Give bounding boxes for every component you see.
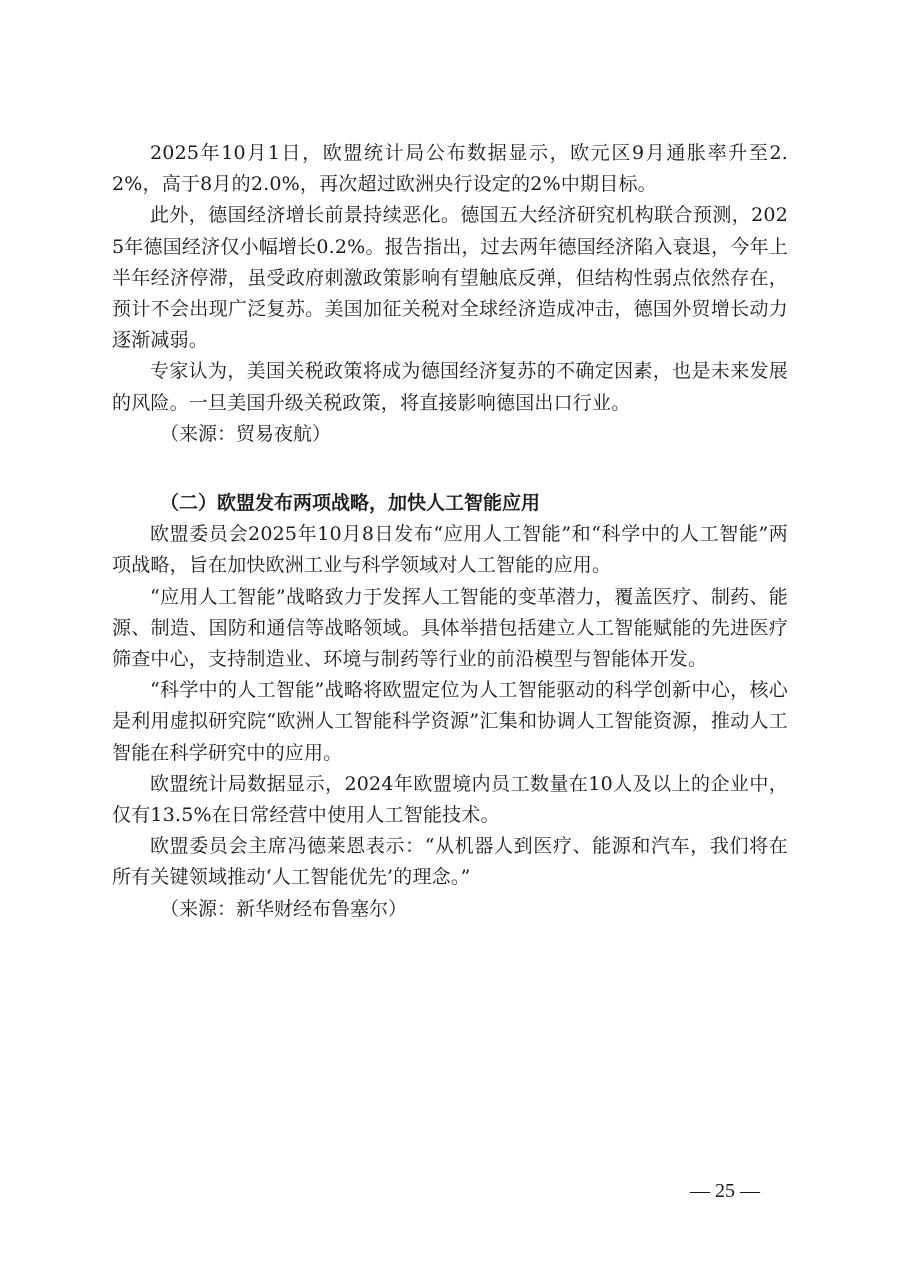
source-note-1: （来源：贸易夜航） — [160, 422, 332, 445]
page-number: — 25 — — [690, 1180, 760, 1202]
paragraph-eurozone-inflation: 2025年10月1日，欧盟统计局公布数据显示，欧元区9月通胀率升至2.2%，高于8月的2.0%，再次超过欧洲央行设定的2%中期目标。 — [112, 142, 788, 196]
section-heading-ai-strategy: （二）欧盟发布两项战略，加快人工智能应用 — [160, 492, 541, 515]
paragraph-expert-opinion: 专家认为，美国关税政策将成为德国经济复苏的不确定因素，也是未来发展的风险。一旦美国升级关税政策，将直接影响德国出口行业。 — [112, 360, 788, 414]
paragraph-ai-strategy-release: 欧盟委员会2025年10月8日发布“应用人工智能”和“科学中的人工智能”两项战略，旨在加快欧洲工业与科学领域对人工智能的应用。 — [112, 523, 788, 577]
paragraph-ai-in-science: “科学中的人工智能”战略将欧盟定位为人工智能驱动的科学创新中心，核心是利用虚拟研究院“欧洲人工智能科学资源”汇集和协调人工智能资源，推动人工智能在科学研究中的应用。 — [112, 679, 788, 764]
paragraph-von-der-leyen-quote: 欧盟委员会主席冯德莱恩表示：“从机器人到医疗、能源和汽车，我们将在所有关键领域推动‘人工智能优先’的理念。” — [112, 835, 788, 889]
paragraph-ai-usage-stats: 欧盟统计局数据显示，2024年欧盟境内员工数量在10人及以上的企业中，仅有13.5%在日常经营中使用人工智能技术。 — [112, 772, 788, 827]
source-note-2: （来源：新华财经布鲁塞尔） — [160, 897, 408, 920]
paragraph-apply-ai: “应用人工智能”战略致力于发挥人工智能的变革潜力，覆盖医疗、制药、能源、制造、国防和通信等战略领域。具体举措包括建立人工智能赋能的先进医疗筛查中心，支持制造业、环境与制药等行业的前沿模型与智能体开发。 — [112, 585, 788, 671]
paragraph-germany-economy: 此外，德国经济增长前景持续恶化。德国五大经济研究机构联合预测，2025年德国经济仅小幅增长0.2%。报告指出，过去两年德国经济陷入衰退，今年上半年经济停滞，虽受政府刺激政策影响有望触底反弹，但结构性弱点依然存在，预计不会出现广泛复苏。美国加征关税对全球经济造成冲击，德国外贸增长动力逐渐减弱。 — [112, 204, 788, 352]
document-page — [112, 138, 788, 925]
